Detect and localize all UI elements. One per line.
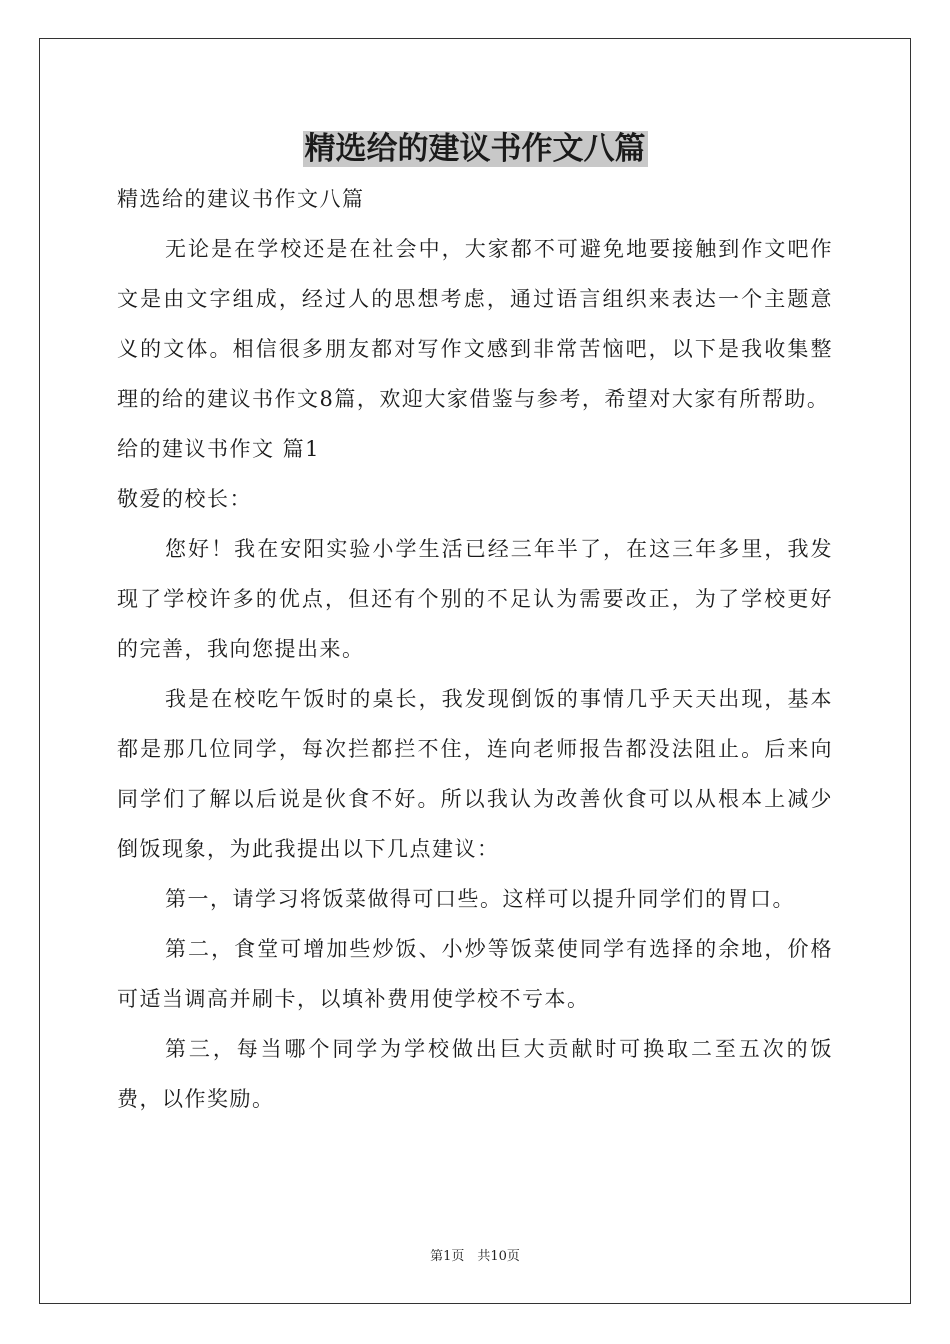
document-title-text: 精选给的建议书作文八篇 <box>304 131 646 167</box>
paragraph-4: 您好！我在安阳实验小学生活已经三年半了，在这三年多里，我发现了学校许多的优点，但还有个别的不足认为需要改正，为了学校更好的完善，我向您提出来。 <box>117 537 833 661</box>
document-title <box>0 126 950 172</box>
paragraph-6: 第一，请学习将饭菜做得可口些。这样可以提升同学们的胃口。 <box>165 887 795 911</box>
document-body <box>117 174 833 1124</box>
paragraph-5: 我是在校吃午饭时的桌长，我发现倒饭的事情几乎天天出现，基本都是那几位同学，每次拦都拦不住，连向老师报告都没法阻止。后来向同学们了解以后说是伙食不好。所以我认为改善伙食可以从根本上减少倒饭现象，为此我提出以下几点建议： <box>117 687 833 861</box>
paragraph-7: 第二，食堂可增加些炒饭、小炒等饭菜使同学有选择的余地，价格可适当调高并刷卡，以填补费用使学校不亏本。 <box>117 937 833 1011</box>
page-number: 第1页 共10页 <box>430 1249 520 1264</box>
paragraph-3: 敬爱的校长： <box>117 487 252 511</box>
paragraph-1: 无论是在学校还是在社会中，大家都不可避免地要接触到作文吧作文是由文字组成，经过人的思想考虑，通过语言组织来表达一个主题意义的文体。相信很多朋友都对写作文感到非常苦恼吧，以下是我收集整理的给的建议书作文8篇，欢迎大家借鉴与参考，希望对大家有所帮助。 <box>117 237 833 411</box>
paragraph-0: 精选给的建议书作文八篇 <box>117 187 365 211</box>
paragraph-8: 第三，每当哪个同学为学校做出巨大贡献时可换取二至五次的饭费，以作奖励。 <box>117 1037 833 1111</box>
paragraph-2: 给的建议书作文 篇1 <box>117 437 321 461</box>
